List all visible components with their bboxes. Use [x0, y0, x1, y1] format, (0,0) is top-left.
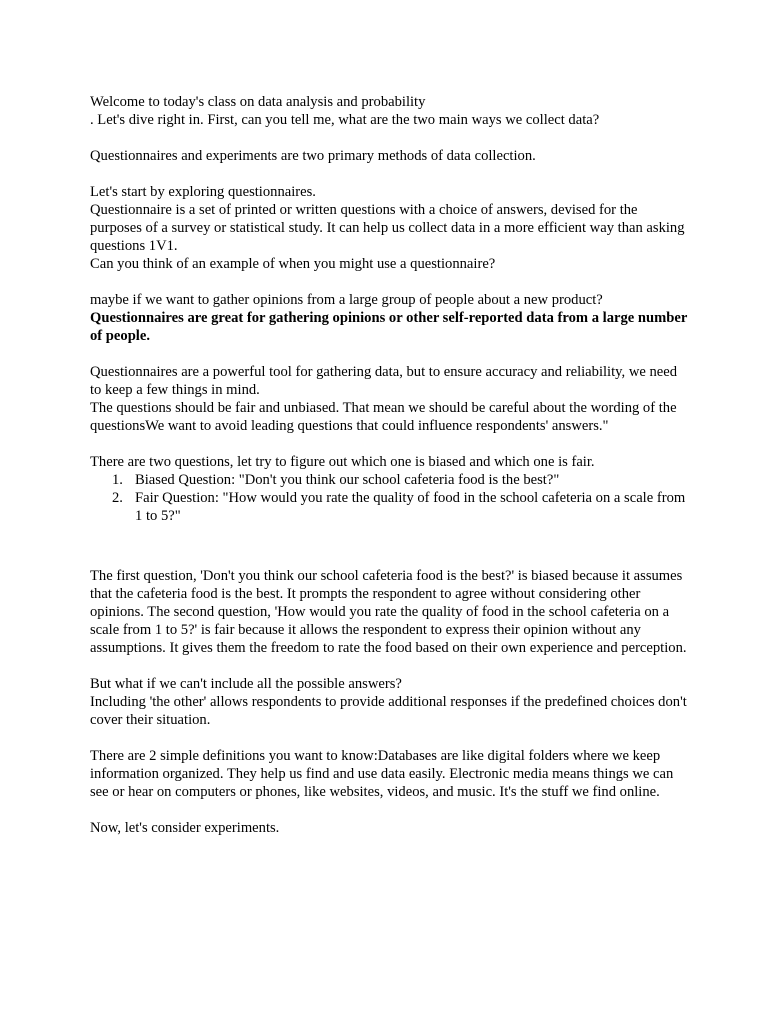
- list-number: 1.: [112, 472, 123, 488]
- fairness-paragraph: The questions should be fair and unbiased. That mean we should be careful about the wording of the questionsWe want to avoid leading questions that could influence respondents' answers.": [90, 400, 677, 434]
- other-option-paragraph: Including 'the other' allows respondents to provide additional responses if the predefined choices don't cover their situation.: [90, 694, 687, 728]
- intro-question: . Let's dive right in. First, can you tell me, what are the two main ways we collect data?: [90, 112, 600, 128]
- question-list: [90, 471, 690, 525]
- document-body: [90, 93, 690, 837]
- experiments-intro: Now, let's consider experiments.: [90, 820, 280, 836]
- welcome-line: Welcome to today's class on data analysis and probability: [90, 94, 426, 110]
- bias-explanation: The first question, 'Don't you think our school cafeteria food is the best?' is biased because it assumes that the cafeteria food is the best. It prompts the respondent to agree without considering other opinions. The second question, 'How would you rate the quality of food in the school cafeteria on a scale from 1 to 5?' is fair because it allows the respondent to express their opinion without any assumptions. It gives them the freedom to rate the food based on their own experience and perception.: [90, 568, 687, 656]
- definitions-paragraph: There are 2 simple definitions you want to know:Databases are like digital folders where we keep information organized. They help us find and use data easily. Electronic media means things we can see or hear on computers or phones, like websites, videos, and music. It's the stuff we find online.: [90, 748, 674, 800]
- questionnaire-intro: Let's start by exploring questionnaires.: [90, 184, 316, 200]
- list-text: Biased Question: "Don't you think our school cafeteria food is the best?": [135, 472, 560, 488]
- accuracy-paragraph: Questionnaires are a powerful tool for gathering data, but to ensure accuracy and reliability, we need to keep a few things in mind.: [90, 364, 678, 398]
- list-item: [90, 471, 690, 489]
- methods-answer: Questionnaires and experiments are two primary methods of data collection.: [90, 148, 536, 164]
- list-item: [90, 489, 690, 525]
- questionnaire-definition: Questionnaire is a set of printed or written questions with a choice of answers, devised for the purposes of a survey or statistical study. It can help us collect data in a more efficient way than asking questions 1V1.: [90, 202, 685, 254]
- example-question: Can you think of an example of when you might use a questionnaire?: [90, 256, 496, 272]
- possible-answers-question: But what if we can't include all the possible answers?: [90, 676, 402, 692]
- two-questions-intro: There are two questions, let try to figure out which one is biased and which one is fair.: [90, 454, 595, 470]
- questionnaire-benefit: Questionnaires are great for gathering opinions or other self-reported data from a large number of people.: [90, 310, 688, 344]
- example-answer: maybe if we want to gather opinions from a large group of people about a new product?: [90, 292, 603, 308]
- list-number: 2.: [112, 490, 123, 506]
- list-text: Fair Question: "How would you rate the quality of food in the school cafeteria on a scale from 1 to 5?": [135, 490, 686, 524]
